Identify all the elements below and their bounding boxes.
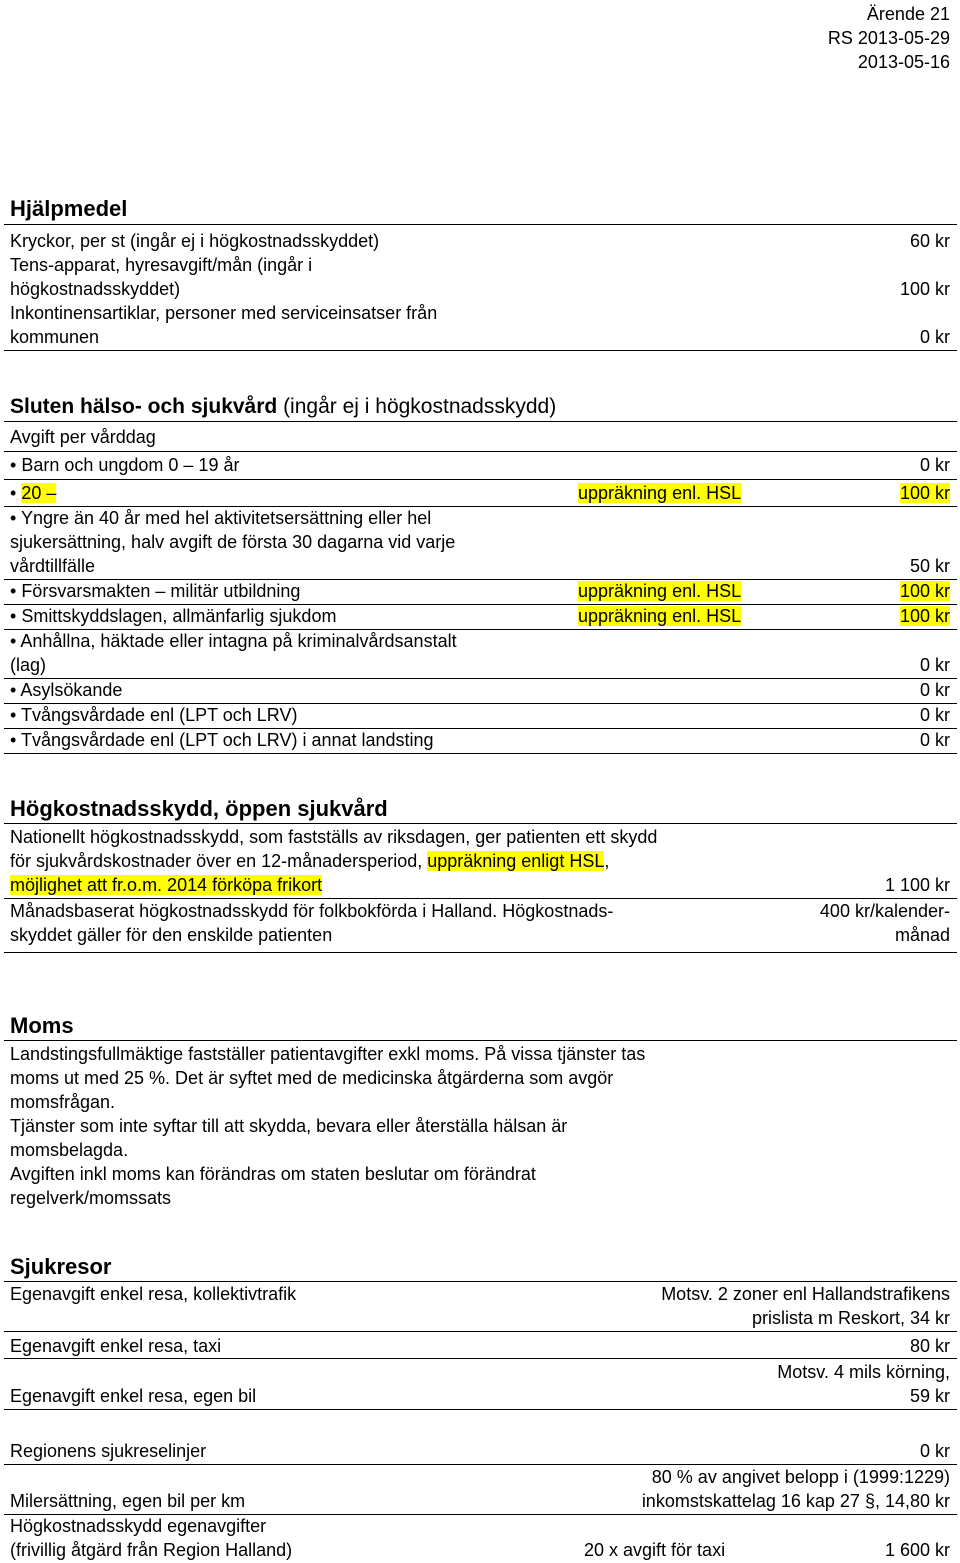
row-label-yngre-3: vårdtillfälle [10, 556, 96, 576]
row-label-miler: Milersättning, egen bil per km [10, 1491, 246, 1511]
hogkostnad-text-2a: för sjukvårdskostnader över en 12-månadersperiod, [10, 851, 428, 871]
row-label-egenbil: Egenavgift enkel resa, egen bil [10, 1386, 257, 1406]
row-label-anhallna-2: (lag) [10, 655, 47, 675]
row-value-yngre: 50 kr [909, 556, 950, 576]
row-label-inkontinens-1: Inkontinensartiklar, personer med serviceinsatser från [10, 303, 438, 323]
section-title-sluten [10, 393, 556, 421]
highlight-value: 100 kr [899, 483, 950, 503]
hogkostnad-month-text-2: skyddet gäller för den enskilde patienten [10, 925, 333, 945]
row-label-twenty: • 20 – [10, 483, 57, 503]
divider [4, 678, 957, 679]
moms-line: Tjänster som inte syftar till att skydda, bevara eller återställa hälsan är [10, 1116, 568, 1136]
row-value-tens: 100 kr [899, 279, 950, 299]
meeting-date: RS 2013-05-29 [827, 28, 950, 48]
moms-line: Landstingsfullmäktige fastställer patientavgifter exkl moms. På vissa tjänster tas [10, 1044, 646, 1064]
section-title-hogkostnad: Högkostnadsskydd, öppen sjukvård [10, 796, 388, 821]
row-label-smitt: • Smittskyddslagen, allmänfarlig sjukdom [10, 604, 336, 628]
row-value-taxi: 80 kr [909, 1336, 950, 1356]
row-label-hogk-2: (frivillig åtgärd från Region Halland) [10, 1540, 293, 1560]
highlight-twenty: 20 – [21, 483, 57, 503]
moms-line: Avgiften inkl moms kan förändras om staten beslutar om förändrat [10, 1164, 536, 1184]
row-label-kryckor: Kryckor, per st (ingår ej i högkostnadsskyddet) [10, 231, 380, 251]
moms-line: moms ut med 25 %. Det är syftet med de medicinska åtgärderna som avgör [10, 1068, 614, 1088]
row-value-asyl: 0 kr [919, 680, 950, 700]
row-value-linjer: 0 kr [919, 1441, 950, 1461]
case-number: Ärende 21 [866, 4, 950, 24]
moms-line: momsbelagda. [10, 1140, 129, 1160]
row-label-hogk-1: Högkostnadsskydd egenavgifter [10, 1516, 267, 1536]
moms-line: momsfrågan. [10, 1092, 116, 1112]
row-value-miler-2: inkomstskattelag 16 kap 27 §, 14,80 kr [641, 1491, 950, 1511]
divider [4, 421, 957, 422]
hogkostnad-text-1: Nationellt högkostnadsskydd, som fastställs av riksdagen, ger patienten ett skydd [10, 827, 658, 847]
row-value-twenty [900, 481, 950, 505]
highlight-upprakning-hsl: uppräkning enligt HSL [427, 851, 605, 871]
divider [4, 823, 957, 824]
section-title-moms: Moms [10, 1013, 74, 1038]
row-mid-smitt [578, 604, 741, 628]
row-value-tvang-2: 0 kr [919, 730, 950, 750]
row-label-barn: • Barn och ungdom 0 – 19 år [10, 453, 239, 477]
divider [4, 952, 957, 953]
divider [4, 1040, 957, 1041]
hogkostnad-text-2c: , [604, 851, 610, 871]
hogkostnad-month-text-1: Månadsbaserat högkostnadsskydd för folkbokförda i Halland. Högkostnads- [10, 901, 614, 921]
row-value-tvang-1: 0 kr [919, 705, 950, 725]
highlight-frikort: möjlighet att fr.o.m. 2014 förköpa frikort [10, 875, 323, 895]
highlight-upprakning: uppräkning enl. HSL [578, 483, 742, 503]
divider [4, 479, 957, 480]
row-mid-twenty [578, 481, 768, 505]
moms-text [10, 1042, 645, 1210]
row-label-taxi: Egenavgift enkel resa, taxi [10, 1336, 222, 1356]
section-title-sluten-rest: (ingår ej i högkostnadsskydd) [277, 395, 557, 418]
row-value-miler-1: 80 % av angivet belopp i (1999:1229) [651, 1467, 950, 1487]
highlight-upprakning: uppräkning enl. HSL [578, 606, 742, 626]
row-value-kryckor: 60 kr [909, 231, 950, 251]
document-header [828, 2, 950, 74]
moms-line: regelverk/momssats [10, 1188, 172, 1208]
row-value-egenbil-2: 59 kr [909, 1386, 950, 1406]
row-label-asyl: • Asylsökande [10, 678, 122, 702]
section-title-sluten-bold: Sluten hälso- och sjukvård [10, 395, 278, 418]
row-value-anhallna: 0 kr [919, 655, 950, 675]
hogkostnad-value-2a: 400 kr/kalender- [819, 901, 950, 921]
highlight-value: 100 kr [899, 606, 950, 626]
row-value-barn: 0 kr [919, 455, 950, 475]
row-label-forsvar: • Försvarsmakten – militär utbildning [10, 579, 300, 603]
row-label-tvang-2: • Tvångsvårdade enl (LPT och LRV) i annat landsting [10, 728, 434, 752]
divider [4, 451, 957, 452]
row-label-kollektiv: Egenavgift enkel resa, kollektivtrafik [10, 1284, 297, 1304]
divider [4, 753, 957, 754]
row-label-inkontinens-2: kommunen [10, 327, 100, 347]
hogkostnad-text-3 [10, 873, 322, 897]
divider [4, 1358, 957, 1359]
row-value-smitt [900, 604, 950, 628]
row-label-anhallna-1: • Anhållna, häktade eller intagna på kriminalvårdsanstalt [10, 629, 457, 653]
divider [4, 1409, 957, 1410]
highlight-upprakning: uppräkning enl. HSL [578, 581, 742, 601]
divider [4, 224, 957, 225]
divider [4, 350, 957, 351]
row-label-yngre-1: • Yngre än 40 år med hel aktivitetsersättning eller hel [10, 506, 431, 530]
subtitle-avgift-per-varddag: Avgift per vårddag [10, 427, 156, 447]
row-value-egenbil-1: Motsv. 4 mils körning, [777, 1362, 950, 1382]
row-label-tvang-1: • Tvångsvårdade enl (LPT och LRV) [10, 703, 297, 727]
row-mid-hogk: 20 x avgift för taxi [584, 1540, 726, 1560]
row-label-linjer: Regionens sjukreselinjer [10, 1441, 207, 1461]
row-value-hogk: 1 600 kr [884, 1540, 950, 1560]
document-date: 2013-05-16 [857, 52, 950, 72]
row-label-tens-2: högkostnadsskyddet) [10, 279, 181, 299]
hogkostnad-text-2 [10, 849, 609, 873]
row-label-tens-1: Tens-apparat, hyresavgift/mån (ingår i [10, 255, 313, 275]
highlight-value: 100 kr [899, 581, 950, 601]
row-value-inkontinens: 0 kr [919, 327, 950, 347]
row-label-yngre-2: sjukersättning, halv avgift de första 30 dagarna vid varje [10, 532, 456, 552]
section-title-hjalpmedel: Hjälpmedel [10, 196, 128, 221]
divider [4, 1331, 957, 1332]
section-title-sjukresor: Sjukresor [10, 1254, 112, 1279]
row-value-forsvar [900, 579, 950, 603]
hogkostnad-value-1: 1 100 kr [884, 875, 950, 895]
row-mid-forsvar [578, 579, 741, 603]
row-value-kollektiv-2: prislista m Reskort, 34 kr [751, 1308, 950, 1328]
row-value-kollektiv-1: Motsv. 2 zoner enl Hallandstrafikens [661, 1284, 950, 1304]
hogkostnad-value-2b: månad [894, 925, 950, 945]
